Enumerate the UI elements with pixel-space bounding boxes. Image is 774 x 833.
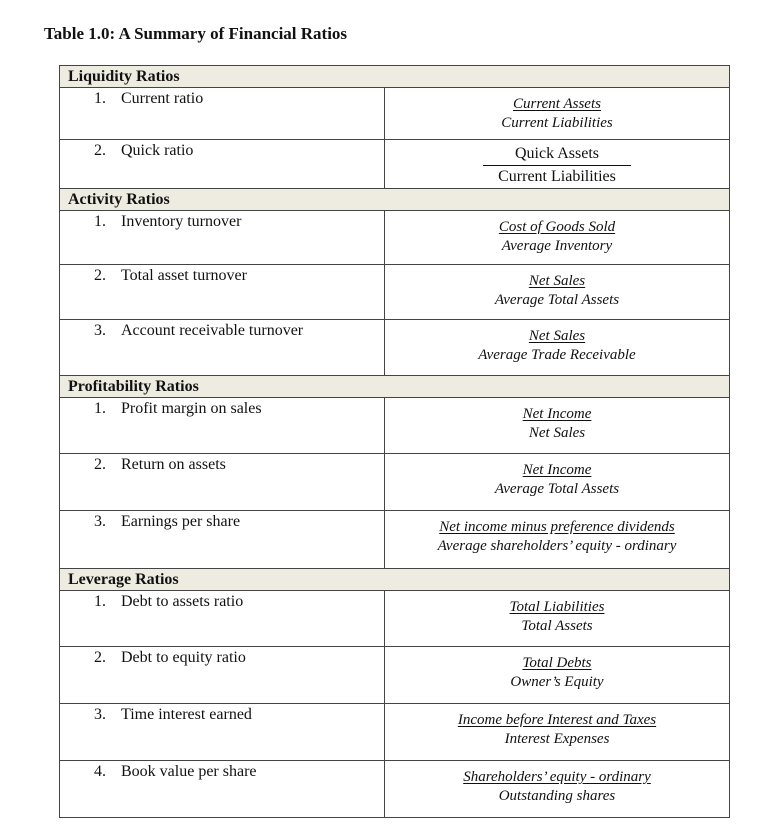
ratio-name: Time interest earned — [121, 706, 252, 723]
ratio-number: 2. — [94, 267, 106, 284]
ratio-number: 3. — [94, 322, 106, 339]
ratio-formula — [483, 143, 631, 188]
ratio-name-cell — [60, 398, 385, 454]
ratio-row — [60, 591, 730, 647]
formula-denominator: Current Liabilities — [498, 168, 616, 185]
ratio-name-cell — [60, 88, 385, 140]
ratio-formula-cell — [385, 704, 730, 761]
ratio-number: 1. — [94, 90, 106, 107]
ratio-formula-cell — [385, 591, 730, 647]
formula-numerator: Total Liabilities — [509, 599, 605, 615]
ratio-formula — [501, 95, 613, 133]
formula-denominator: Total Assets — [521, 618, 593, 634]
ratio-name-cell — [60, 140, 385, 189]
ratio-row — [60, 761, 730, 818]
formula-numerator: Shareholders’ equity - ordinary — [463, 769, 651, 785]
ratio-name: Account receivable turnover — [121, 322, 304, 339]
ratio-name-cell — [60, 591, 385, 647]
ratio-number: 2. — [94, 456, 106, 473]
formula-denominator: Average Trade Receivable — [478, 347, 636, 363]
ratio-formula — [478, 327, 635, 365]
ratio-number: 1. — [94, 400, 106, 417]
ratio-name: Total asset turnover — [121, 267, 247, 284]
formula-numerator: Net Income — [522, 406, 592, 422]
ratio-name-cell — [60, 704, 385, 761]
ratio-row — [60, 320, 730, 376]
formula-numerator: Total Debts — [522, 655, 592, 671]
ratio-formula-cell — [385, 511, 730, 569]
ratio-name: Current ratio — [121, 90, 204, 107]
ratio-formula-cell — [385, 88, 730, 140]
formula-denominator: Net Sales — [528, 425, 586, 441]
ratio-formula-cell — [385, 265, 730, 320]
section-header-row — [60, 66, 730, 88]
ratio-number: 4. — [94, 763, 106, 780]
ratio-row — [60, 140, 730, 189]
ratio-name: Profit margin on sales — [121, 400, 262, 417]
ratio-name: Quick ratio — [121, 142, 194, 159]
ratio-row — [60, 398, 730, 454]
ratio-formula-cell — [385, 140, 730, 189]
ratio-number: 3. — [94, 706, 106, 723]
ratio-row — [60, 265, 730, 320]
formula-denominator: Average Inventory — [501, 238, 613, 254]
ratio-formula — [463, 768, 651, 806]
ratio-name-cell — [60, 761, 385, 818]
ratio-formula-cell — [385, 211, 730, 265]
ratio-number: 2. — [94, 649, 106, 666]
ratio-formula — [458, 711, 656, 749]
ratio-formula — [495, 272, 619, 310]
ratio-number: 3. — [94, 513, 106, 530]
formula-numerator: Income before Interest and Taxes — [457, 712, 657, 728]
formula-numerator: Cost of Goods Sold — [498, 219, 616, 235]
ratio-name-cell — [60, 454, 385, 511]
ratio-row — [60, 647, 730, 704]
formula-numerator: Current Assets — [513, 96, 601, 112]
formula-denominator: Outstanding shares — [498, 788, 616, 804]
ratio-formula — [495, 461, 619, 499]
ratio-name-cell — [60, 265, 385, 320]
ratio-row — [60, 704, 730, 761]
ratio-number: 1. — [94, 593, 106, 610]
ratio-name-cell — [60, 211, 385, 265]
formula-numerator: Net Sales — [528, 273, 586, 289]
formula-denominator: Average Total Assets — [494, 292, 620, 308]
ratio-name: Debt to assets ratio — [121, 593, 244, 610]
ratio-name-cell — [60, 647, 385, 704]
section-header-row — [60, 376, 730, 398]
ratio-row — [60, 211, 730, 265]
ratio-formula-cell — [385, 647, 730, 704]
ratio-formula-cell — [385, 761, 730, 818]
ratio-number: 2. — [94, 142, 106, 159]
section-header-row — [60, 569, 730, 591]
ratio-name: Inventory turnover — [121, 213, 242, 230]
formula-denominator: Owner’s Equity — [510, 674, 604, 690]
ratio-formula — [510, 654, 603, 692]
formula-denominator: Interest Expenses — [504, 731, 610, 747]
ratio-row — [60, 511, 730, 569]
formula-denominator: Average shareholders’ equity - ordinary — [437, 538, 677, 554]
ratio-row — [60, 454, 730, 511]
section-title: Profitability Ratios — [60, 376, 730, 398]
section-header-row — [60, 189, 730, 211]
ratio-formula-cell — [385, 454, 730, 511]
section-title: Liquidity Ratios — [60, 66, 730, 88]
ratio-formula — [438, 518, 677, 556]
ratio-number: 1. — [94, 213, 106, 230]
ratio-name-cell — [60, 320, 385, 376]
ratio-name: Earnings per share — [121, 513, 241, 530]
ratio-name-cell — [60, 511, 385, 569]
ratio-row — [60, 88, 730, 140]
ratio-formula — [523, 405, 592, 443]
formula-numerator: Net Income — [522, 462, 592, 478]
section-title: Leverage Ratios — [60, 569, 730, 591]
ratio-formula-cell — [385, 320, 730, 376]
ratio-name: Debt to equity ratio — [121, 649, 246, 666]
financial-ratios-table — [59, 65, 730, 818]
ratio-formula — [510, 598, 605, 636]
table-caption: Table 1.0: A Summary of Financial Ratios — [44, 24, 348, 43]
formula-numerator: Net income minus preference dividends — [439, 519, 675, 535]
ratio-formula-cell — [385, 398, 730, 454]
formula-denominator: Average Total Assets — [494, 481, 620, 497]
formula-denominator: Current Liabilities — [501, 115, 613, 131]
formula-numerator: Net Sales — [528, 328, 586, 344]
ratio-name: Return on assets — [121, 456, 226, 473]
ratio-name: Book value per share — [121, 763, 257, 780]
section-title: Activity Ratios — [60, 189, 730, 211]
ratio-formula — [499, 218, 615, 256]
formula-numerator: Quick Assets — [483, 143, 631, 166]
